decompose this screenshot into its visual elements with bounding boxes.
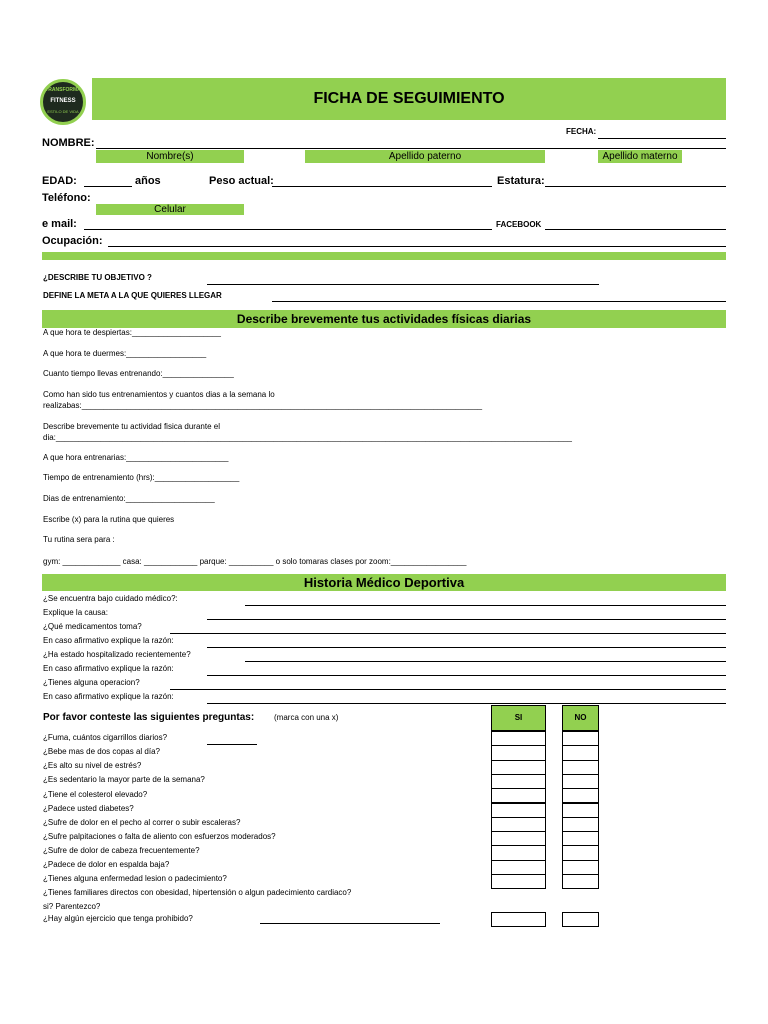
question-rutina-para: Tu rutina sera para : (43, 535, 115, 544)
medicamentos-field[interactable] (170, 633, 726, 634)
si-checkbox[interactable] (491, 731, 546, 746)
ejercicio-prohibido-field[interactable] (260, 923, 440, 924)
edad-label: EDAD: (42, 175, 77, 187)
facebook-field[interactable] (545, 229, 726, 230)
nombre-label: NOMBRE: (42, 137, 95, 149)
question-item: ¿Tienes familiares directos con obesidad, hipertensión o algun padecimiento cardiaco? (43, 888, 352, 897)
question-item: ¿Tiene el colesterol elevado? (43, 790, 148, 799)
email-label: e mail: (42, 218, 77, 230)
no-checkbox[interactable] (562, 831, 599, 846)
question-razon-2: En caso afirmativo explique la razón: (43, 664, 174, 673)
si-checkbox[interactable] (491, 874, 546, 889)
nombres-caption: Nombre(s) (96, 150, 244, 163)
si-checkbox[interactable] (491, 817, 546, 832)
si-header-label: SI (514, 713, 523, 722)
question-actividad-b: dia:____________________________________________________________________________________________________________________ (43, 433, 573, 442)
question-item: ¿Es sedentario la mayor parte de la semana? (43, 775, 205, 784)
no-checkbox[interactable] (562, 788, 599, 803)
preguntas-intro: Por favor conteste las siguientes preguntas: (43, 712, 255, 723)
question-causa: Explique la causa: (43, 608, 108, 617)
question-item: ¿Bebe mas de dos copas al día? (43, 747, 160, 756)
no-checkbox[interactable] (562, 860, 599, 875)
causa-field[interactable] (207, 619, 726, 620)
nombre-field[interactable] (96, 148, 726, 149)
email-field[interactable] (84, 229, 492, 230)
si-checkbox[interactable] (491, 912, 546, 927)
objetivo-label: ¿DESCRIBE TU OBJETIVO ? (43, 273, 152, 282)
question-lugar: gym: _____________ casa: ____________ parque: __________ o solo tomaras clases por zoom:_________________ (43, 557, 467, 566)
fecha-label: FECHA: (566, 127, 597, 136)
hospitalizado-field[interactable] (245, 661, 726, 662)
apellido-paterno-caption: Apellido paterno (305, 150, 545, 163)
no-checkbox[interactable] (562, 817, 599, 832)
no-header-label: NO (574, 713, 587, 722)
logo-bottom-text: ESTILO DE VIDA (47, 109, 79, 114)
fecha-field[interactable] (598, 138, 726, 139)
no-checkbox[interactable] (562, 803, 599, 818)
peso-label: Peso actual: (209, 175, 274, 187)
question-razon-1: En caso afirmativo explique la razón: (43, 636, 174, 645)
question-hora-entrenar: A que hora entrenarias:_______________________ (43, 453, 229, 462)
no-checkbox[interactable] (562, 745, 599, 760)
question-operacion: ¿Tienes alguna operacion? (43, 678, 140, 687)
page-title: FICHA DE SEGUIMIENTO (313, 90, 505, 107)
historia-title: Historia Médico Deportiva (303, 575, 465, 590)
no-checkbox[interactable] (562, 912, 599, 927)
apellido-materno-caption: Apellido materno (598, 150, 682, 163)
question-entrenamientos-b: realizabas:__________________________________________________________________________________________ (43, 401, 483, 410)
ocupacion-field[interactable] (108, 246, 726, 247)
actividades-title: Describe brevemente tus actividades físicas diarias (236, 312, 532, 326)
si-checkbox[interactable] (491, 788, 546, 803)
question-entrenamientos-a: Como han sido tus entrenamientos y cuantos dias a la semana lo (43, 390, 275, 399)
question-item: ¿Fuma, cuántos cigarrillos diarios? (43, 733, 168, 742)
objetivo-field[interactable] (207, 284, 599, 285)
si-checkbox[interactable] (491, 831, 546, 846)
si-checkbox[interactable] (491, 774, 546, 789)
razon-3-field[interactable] (207, 703, 726, 704)
meta-label: DEFINE LA META A LA QUE QUIERES LLEGAR (43, 291, 222, 300)
question-actividad-a: Describe brevemente tu actividad fisica durante el (43, 422, 220, 431)
celular-caption: Celular (96, 204, 244, 215)
historia-header (42, 574, 726, 591)
question-item: ¿Es alto su nivel de estrés? (43, 761, 142, 770)
estatura-label: Estatura: (497, 175, 545, 187)
estatura-field[interactable] (545, 186, 726, 187)
si-checkbox[interactable] (491, 860, 546, 875)
question-tiempo-entrenando: Cuanto tiempo llevas entrenando:________________ (43, 369, 234, 378)
question-razon-3: En caso afirmativo explique la razón: (43, 692, 174, 701)
question-item: ¿Sufre de dolor en el pecho al correr o subir escaleras? (43, 818, 241, 827)
anos-label: años (135, 175, 161, 187)
question-item: ¿Sufre de dolor de cabeza frecuentemente? (43, 846, 200, 855)
razon-1-field[interactable] (207, 647, 726, 648)
si-checkbox[interactable] (491, 760, 546, 775)
logo-mid-text: FITNESS (50, 98, 76, 104)
no-checkbox[interactable] (562, 760, 599, 775)
question-dormir: A que hora te duermes:__________________ (43, 349, 207, 358)
fuma-cantidad-field[interactable] (207, 744, 257, 745)
edad-field[interactable] (84, 186, 132, 187)
no-checkbox[interactable] (562, 874, 599, 889)
no-checkbox[interactable] (562, 845, 599, 860)
question-cuidado-medico: ¿Se encuentra bajo cuidado médico?: (43, 594, 178, 603)
question-item: ¿Hay algún ejercicio que tenga prohibido? (43, 914, 193, 923)
question-item: ¿Tienes alguna enfermedad lesion o padecimiento? (43, 874, 227, 883)
si-checkbox[interactable] (491, 745, 546, 760)
question-despertar: A que hora te despiertas:____________________ (43, 328, 221, 337)
facebook-label: FACEBOOK (496, 220, 542, 229)
operacion-field[interactable] (170, 689, 726, 690)
no-column-header (562, 705, 599, 731)
si-column-header (491, 705, 546, 731)
no-checkbox[interactable] (562, 774, 599, 789)
razon-2-field[interactable] (207, 675, 726, 676)
question-rutina: Escribe (x) para la rutina que quieres (43, 515, 175, 524)
question-item: ¿Padece de dolor en espalda baja? (43, 860, 170, 869)
question-medicamentos: ¿Qué medicamentos toma? (43, 622, 142, 631)
telefono-label: Teléfono: (42, 192, 91, 204)
ocupacion-label: Ocupación: (42, 235, 103, 247)
divider-bar (42, 252, 726, 260)
title-banner (92, 78, 726, 120)
logo-top-text: TRANSFORMA (45, 87, 81, 93)
meta-field[interactable] (272, 301, 726, 302)
no-checkbox[interactable] (562, 731, 599, 746)
peso-field[interactable] (272, 186, 492, 187)
question-dias: Dias de entrenamiento:____________________ (43, 494, 215, 503)
si-checkbox[interactable] (491, 803, 546, 818)
question-tiempo-entrenamiento: Tiempo de entrenamiento (hrs):___________________ (43, 473, 240, 482)
cuidado-medico-field[interactable] (245, 605, 726, 606)
preguntas-marca: (marca con una x) (274, 713, 339, 722)
si-checkbox[interactable] (491, 845, 546, 860)
question-hospitalizado: ¿Ha estado hospitalizado recientemente? (43, 650, 191, 659)
question-item: si? Parentezco? (43, 902, 101, 911)
actividades-header (42, 310, 726, 328)
logo (40, 79, 86, 125)
question-item: ¿Padece usted diabetes? (43, 804, 134, 813)
question-item: ¿Sufre palpitaciones o falta de aliento con esfuerzos moderados? (43, 832, 276, 841)
